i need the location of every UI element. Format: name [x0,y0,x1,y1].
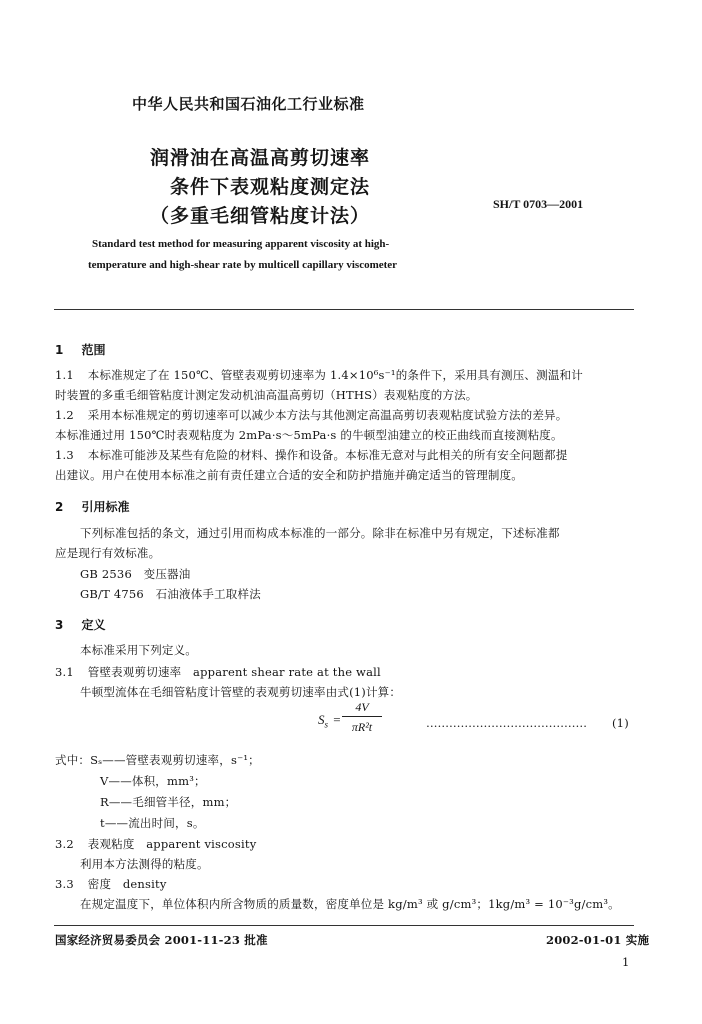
definition-3-2-term [55,836,256,852]
formula-label: (1) [612,716,629,730]
clause-number: 3.3 [55,877,74,891]
formula [318,712,341,730]
page-number: 1 [622,955,630,969]
clause-1-1-line-2: 时装置的多重毛细管粘度计测定发动机油高温高剪切（HTHS）表观粘度的方法。 [55,388,478,402]
formula-numerator: 4V [342,700,382,717]
title-line-3: （多重毛细管粘度计法） [150,205,371,227]
variable-r: R——毛细管半径，mm； [100,795,237,809]
standard-code: SH/T 0703—2001 [493,197,584,211]
section-1-heading [55,341,106,358]
formula-lhs: S [318,712,325,727]
section-number: 2 [55,500,64,514]
definitions-intro: 本标准采用下列定义。 [80,643,197,657]
variable-ss: Sₛ——管壁表观剪切速率，s⁻¹； [90,753,260,767]
title-line-2: 条件下表观粘度测定法 [170,176,371,198]
clause-number: 1.2 [55,408,74,422]
approval-note: 国家经济贸易委员会 2001-11-23 批准 [55,933,268,947]
reference-gb-2536: GB 2536 变压器油 [80,567,191,581]
footer-divider [54,925,634,926]
formula-leader-dots: …………………………………… [426,716,587,730]
clause-number: 3.1 [55,665,74,679]
clause-number: 3.2 [55,837,74,851]
variable-v: V——体积，mm³； [100,774,206,788]
clause-1-2-line-1 [55,407,567,423]
publisher: 中华人民共和国石油化工行业标准 [132,95,365,113]
section-title: 范围 [81,343,106,357]
section-number: 3 [55,618,64,632]
definition-3-1-text: 牛顿型流体在毛细管粘度计管壁的表观剪切速率由式(1)计算： [80,685,402,699]
definition-3-3-text: 在规定温度下，单位体积内所含物质的质量数，密度单位是 kg/m³ 或 g/cm³；1kg/m³ = 10⁻³g/cm³。 [80,897,620,911]
term: 管壁表观剪切速率 apparent shear rate at the wall [87,665,381,679]
title-line-1: 润滑油在高温高剪切速率 [150,147,371,169]
effective-date: 2002-01-01 实施 [546,933,650,947]
term: 表观粘度 apparent viscosity [87,837,257,851]
section-number: 1 [55,343,64,357]
definition-3-3-term [55,876,167,892]
term: 密度 density [87,877,167,891]
clause-text: 本标准可能涉及某些有危险的材料、操作和设备。本标准无意对与此相关的所有安全问题都提 [87,448,568,462]
section-title: 引用标准 [81,500,130,514]
variable-t: t——流出时间，s。 [100,816,205,830]
clause-number: 1.1 [55,368,74,382]
section-title: 定义 [81,618,106,632]
english-title-line-1: Standard test method for measuring apparent viscosity at high- [92,238,390,250]
header-divider [54,309,634,310]
where-label: 式中： [55,753,91,767]
formula-denominator: πR²t [351,720,373,734]
definition-3-2-text: 利用本方法测得的粘度。 [80,857,209,871]
definition-3-1-term [55,664,381,680]
section-3-heading [55,616,106,633]
section-2-para-line-1: 下列标准包括的条文，通过引用而构成本标准的一部分。除非在标准中另有规定，下述标准都 [80,526,560,540]
clause-1-3-line-1 [55,447,567,463]
formula-equals: = [333,712,341,727]
formula-subscript: s [324,719,329,730]
clause-1-1-line-1 [55,367,583,383]
clause-text: 采用本标准规定的剪切速率可以减少本方法与其他测定高温高剪切表观粘度试验方法的差异。 [87,408,568,422]
reference-gbt-4756: GB/T 4756 石油液体手工取样法 [80,587,261,601]
section-2-heading [55,498,130,515]
clause-1-2-line-2: 本标准通过用 150℃时表观粘度为 2mPa·s～5mPa·s 的牛顿型油建立的校正曲线而直接测粘度。 [55,428,563,442]
english-title-line-2: temperature and high-shear rate by multicell capillary viscometer [88,259,398,271]
section-2-para-line-2: 应是现行有效标准。 [55,546,161,560]
clause-1-3-line-2: 出建议。用户在使用本标准之前有责任建立合适的安全和防护措施并确定适当的管理制度。 [55,468,523,482]
formula-where [55,752,260,768]
clause-number: 1.3 [55,448,74,462]
clause-text: 本标准规定了在 150℃、管壁表观剪切速率为 1.4×10⁶s⁻¹的条件下，采用具有测压、测温和计 [87,368,583,382]
